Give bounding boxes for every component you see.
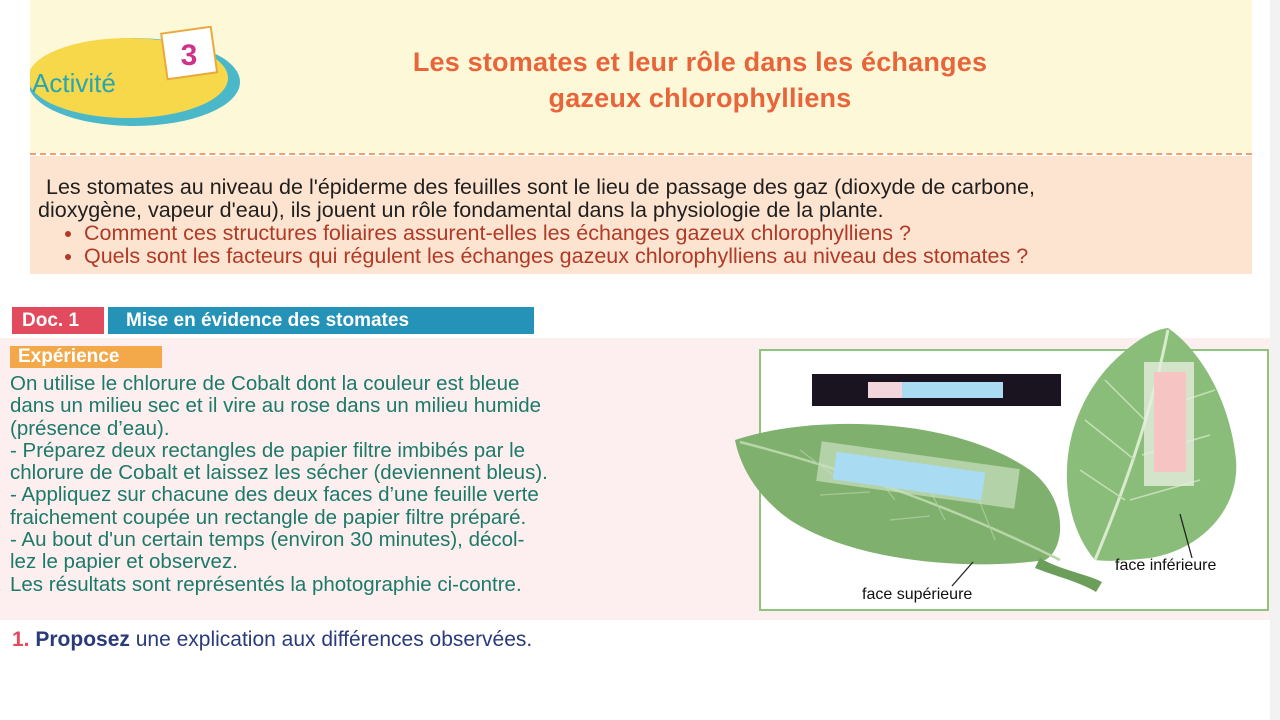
badge-label: Activité (32, 68, 116, 98)
intro-questions (38, 222, 1248, 268)
dashed-divider (30, 153, 1252, 155)
intro-box (30, 156, 1252, 274)
doc-title: Mise en évidence des stomates (108, 307, 534, 334)
page-title (300, 44, 1100, 116)
label-upper-face: face supérieure (862, 586, 973, 603)
paper-pink-lower (1154, 372, 1186, 472)
experience-text (10, 373, 728, 596)
experience-line: - Appliquez sur chacune des deux faces d’une feuille verte (10, 483, 539, 507)
intro-line-1: Les stomates au niveau de l'épiderme des feuilles sont le lieu de passage des gaz (dioxyde de carbone, (46, 175, 1035, 199)
experience-line: Les résultats sont représentés la photographie ci-contre. (10, 572, 522, 596)
reference-paper-pink-end (868, 382, 902, 398)
doc-number: Doc. 1 (12, 307, 104, 334)
experience-line: On utilise le chlorure de Cobalt dont la couleur est bleue (10, 372, 520, 395)
pointer-upper (952, 562, 973, 586)
label-lower-face: face inférieure (1115, 557, 1217, 574)
experience-line: - Préparez deux rectangles de papier filtre imbibés par le (10, 438, 526, 462)
experience-line: fraichement coupée un rectangle de papier filtre préparé. (10, 505, 527, 529)
experience-line: dans un milieu sec et il vire au rose dans un milieu humide (10, 394, 541, 418)
experience-label: Expérience (10, 346, 162, 368)
activity-badge (30, 26, 244, 132)
intro-question-1: • Comment ces structures foliaires assurent-elles les échanges gazeux chlorophylliens ? (84, 222, 1248, 245)
question-number: 1. (12, 628, 30, 651)
doc-header (12, 307, 534, 334)
title-line-2: gazeux chlorophylliens (548, 83, 852, 113)
badge-number: 3 (180, 39, 198, 72)
question-1 (12, 628, 532, 652)
right-edge-bar (1270, 0, 1280, 720)
leaf-photo (730, 320, 1280, 620)
question-text: une explication aux différences observées. (129, 628, 533, 651)
title-line-1: Les stomates et leur rôle dans les échanges (412, 47, 988, 77)
intro-question-2: • Quels sont les facteurs qui régulent les échanges gazeux chlorophylliens au niveau des stomates ? (84, 245, 1248, 268)
leaf-stem (1035, 558, 1102, 592)
question-verb: Proposez (35, 628, 130, 651)
experience-line: lez le papier et observez. (10, 550, 238, 574)
intro-text (38, 176, 1248, 268)
experience-line: - Au bout d'un certain temps (environ 30 minutes), décol- (10, 528, 525, 552)
experience-line: chlorure de Cobalt et laissez les sécher (deviennent bleus). (10, 461, 548, 485)
intro-line-2: dioxygène, vapeur d'eau), ils jouent un rôle fondamental dans la physiologie de la plante. (38, 198, 884, 222)
experience-line: (présence d’eau). (10, 416, 170, 440)
